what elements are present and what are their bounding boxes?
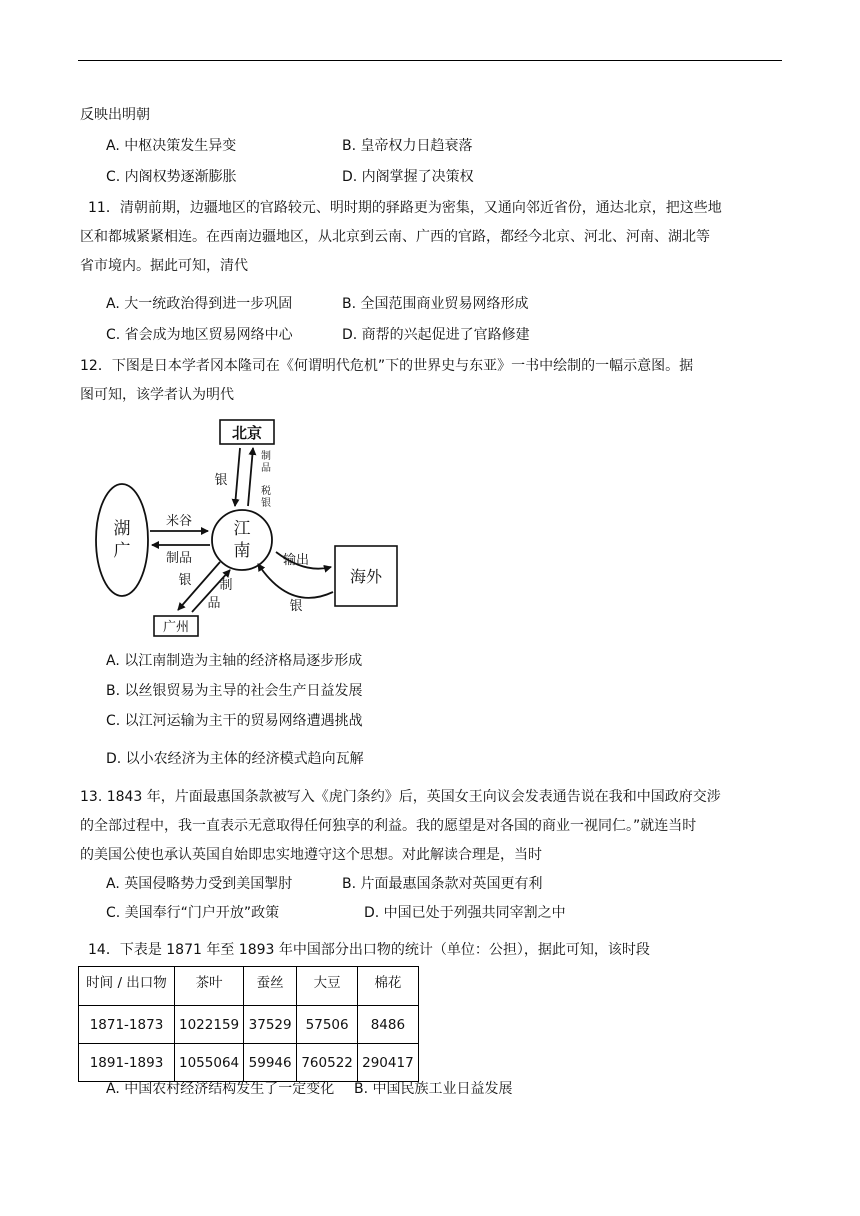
- table-cell: 57506: [297, 1006, 358, 1044]
- q12-stem-line-2: 图可知，该学者认为明代: [80, 387, 234, 403]
- q10-option-d[interactable]: D. 内阁掌握了决策权: [342, 169, 474, 185]
- yin-label-beijing: 银: [214, 473, 228, 488]
- q12-option-c[interactable]: C. 以江河运输为主干的贸易网络遭遇挑战: [106, 713, 363, 729]
- shuiyin-v2-beijing: 银: [261, 498, 271, 509]
- q12-option-d[interactable]: D. 以小农经济为主体的经济模式趋向瓦解: [106, 751, 364, 767]
- huguang-label-2: 广: [113, 541, 131, 561]
- q13-option-b[interactable]: B. 片面最惠国条款对英国更有利: [342, 876, 543, 892]
- table-cell: 1891-1893: [79, 1044, 175, 1082]
- zhipin-v2-beijing: 品: [261, 463, 271, 474]
- q13-stem-line-1: 13. 1843 年，片面最惠国条款被写入《虎门条约》后，英国女王向议会发表通告说在我和中国政府交涉: [80, 789, 721, 805]
- table-header-cell: 蚕丝: [244, 967, 297, 1006]
- q13-stem-line-2: 的全部过程中，我一直表示无意取得任何独享的利益。我的愿望是对各国的商业一视同仁。”就连当时: [80, 818, 697, 834]
- q12-stem-line-1: 12．下图是日本学者冈本隆司在《何谓明代危机”下的世界史与东亚》一书中绘制的一幅示意图。据: [80, 358, 694, 374]
- q14-option-b[interactable]: B. 中国民族工业日益发展: [354, 1081, 513, 1097]
- header-rule: [78, 60, 782, 61]
- shuchu-label: 输出: [282, 553, 310, 568]
- yin-label-overseas: 银: [289, 599, 303, 614]
- table-cell: 290417: [358, 1044, 419, 1082]
- q11-stem-line-1: 11．清朝前期，边疆地区的官路较元、明时期的驿路更为密集，又通向邻近省份，通达北京，把这些地: [88, 200, 722, 216]
- migu-label: 米谷: [165, 514, 193, 529]
- q11-option-d[interactable]: D. 商帮的兴起促进了官路修建: [342, 327, 530, 343]
- table-header-row: [79, 967, 419, 1006]
- table-header-cell: 时间 / 出口物: [79, 967, 175, 1006]
- q13-stem-line-3: 的美国公使也承认英国自始即忠实地遵守这个思想。对此解读合理是，当时: [80, 847, 542, 863]
- q11-option-a[interactable]: A. 大一统政治得到进一步巩固: [106, 296, 293, 312]
- table-cell: 1022159: [175, 1006, 244, 1044]
- q10-stem-tail: 反映出明朝: [80, 107, 150, 123]
- table-cell: 59946: [244, 1044, 297, 1082]
- table-cell: 1055064: [175, 1044, 244, 1082]
- q11-option-c[interactable]: C. 省会成为地区贸易网络中心: [106, 327, 293, 343]
- yin-label-guangzhou: 银: [178, 573, 192, 588]
- q14-option-a[interactable]: A. 中国农村经济结构发生了一定变化: [106, 1081, 335, 1097]
- table-row: [79, 1044, 419, 1082]
- table-header-cell: 茶叶: [175, 967, 244, 1006]
- zhipin-v2-guangzhou: 品: [207, 596, 221, 611]
- huguang-ellipse: [96, 484, 148, 596]
- overseas-label: 海外: [349, 567, 383, 586]
- q13-option-c[interactable]: C. 美国奉行“门户开放”政策: [106, 905, 280, 921]
- table-cell: 1871-1873: [79, 1006, 175, 1044]
- arrow-beijing-to-jiangnan: [235, 448, 240, 506]
- q14-stem: 14．下表是 1871 年至 1893 年中国部分出口物的统计（单位：公担），据此可知，该时段: [88, 942, 650, 958]
- zhipin-v1-guangzhou: 制: [219, 578, 233, 593]
- table-header-cell: 大豆: [297, 967, 358, 1006]
- table-cell: 760522: [297, 1044, 358, 1082]
- q11-stem-line-2: 区和都城紧紧相连。在西南边疆地区，从北京到云南、广西的官路，都经今北京、河北、河南、湖北等: [80, 229, 710, 245]
- jiangnan-label-2: 南: [233, 541, 251, 561]
- huguang-label-1: 湖: [113, 519, 131, 539]
- export-statistics-table: [78, 966, 419, 1082]
- trade-flow-diagram: [90, 412, 420, 644]
- q13-option-a[interactable]: A. 英国侵略势力受到美国掣肘: [106, 876, 293, 892]
- table-cell: 8486: [358, 1006, 419, 1044]
- zhipin-v1-beijing: 制: [261, 451, 271, 462]
- q10-option-c[interactable]: C. 内阁权势逐渐膨胀: [106, 169, 237, 185]
- q10-option-a[interactable]: A. 中枢决策发生异变: [106, 138, 237, 154]
- q11-stem-line-3: 省市境内。据此可知，清代: [80, 258, 248, 274]
- q10-option-b[interactable]: B. 皇帝权力日趋衰落: [342, 138, 473, 154]
- table-cell: 37529: [244, 1006, 297, 1044]
- shuiyin-v1-beijing: 税: [261, 486, 271, 497]
- zhipin-label-huguang: 制品: [165, 551, 193, 566]
- beijing-label: 北京: [231, 424, 263, 442]
- guangzhou-label: 广州: [162, 620, 190, 635]
- arrow-jiangnan-to-beijing: [248, 448, 253, 506]
- q13-option-d[interactable]: D. 中国已处于列强共同宰割之中: [364, 905, 566, 921]
- q12-option-b[interactable]: B. 以丝银贸易为主导的社会生产日益发展: [106, 683, 363, 699]
- q11-option-b[interactable]: B. 全国范围商业贸易网络形成: [342, 296, 529, 312]
- table-row: [79, 1006, 419, 1044]
- table-header-cell: 棉花: [358, 967, 419, 1006]
- q12-option-a[interactable]: A. 以江南制造为主轴的经济格局逐步形成: [106, 653, 363, 669]
- jiangnan-label-1: 江: [233, 519, 251, 539]
